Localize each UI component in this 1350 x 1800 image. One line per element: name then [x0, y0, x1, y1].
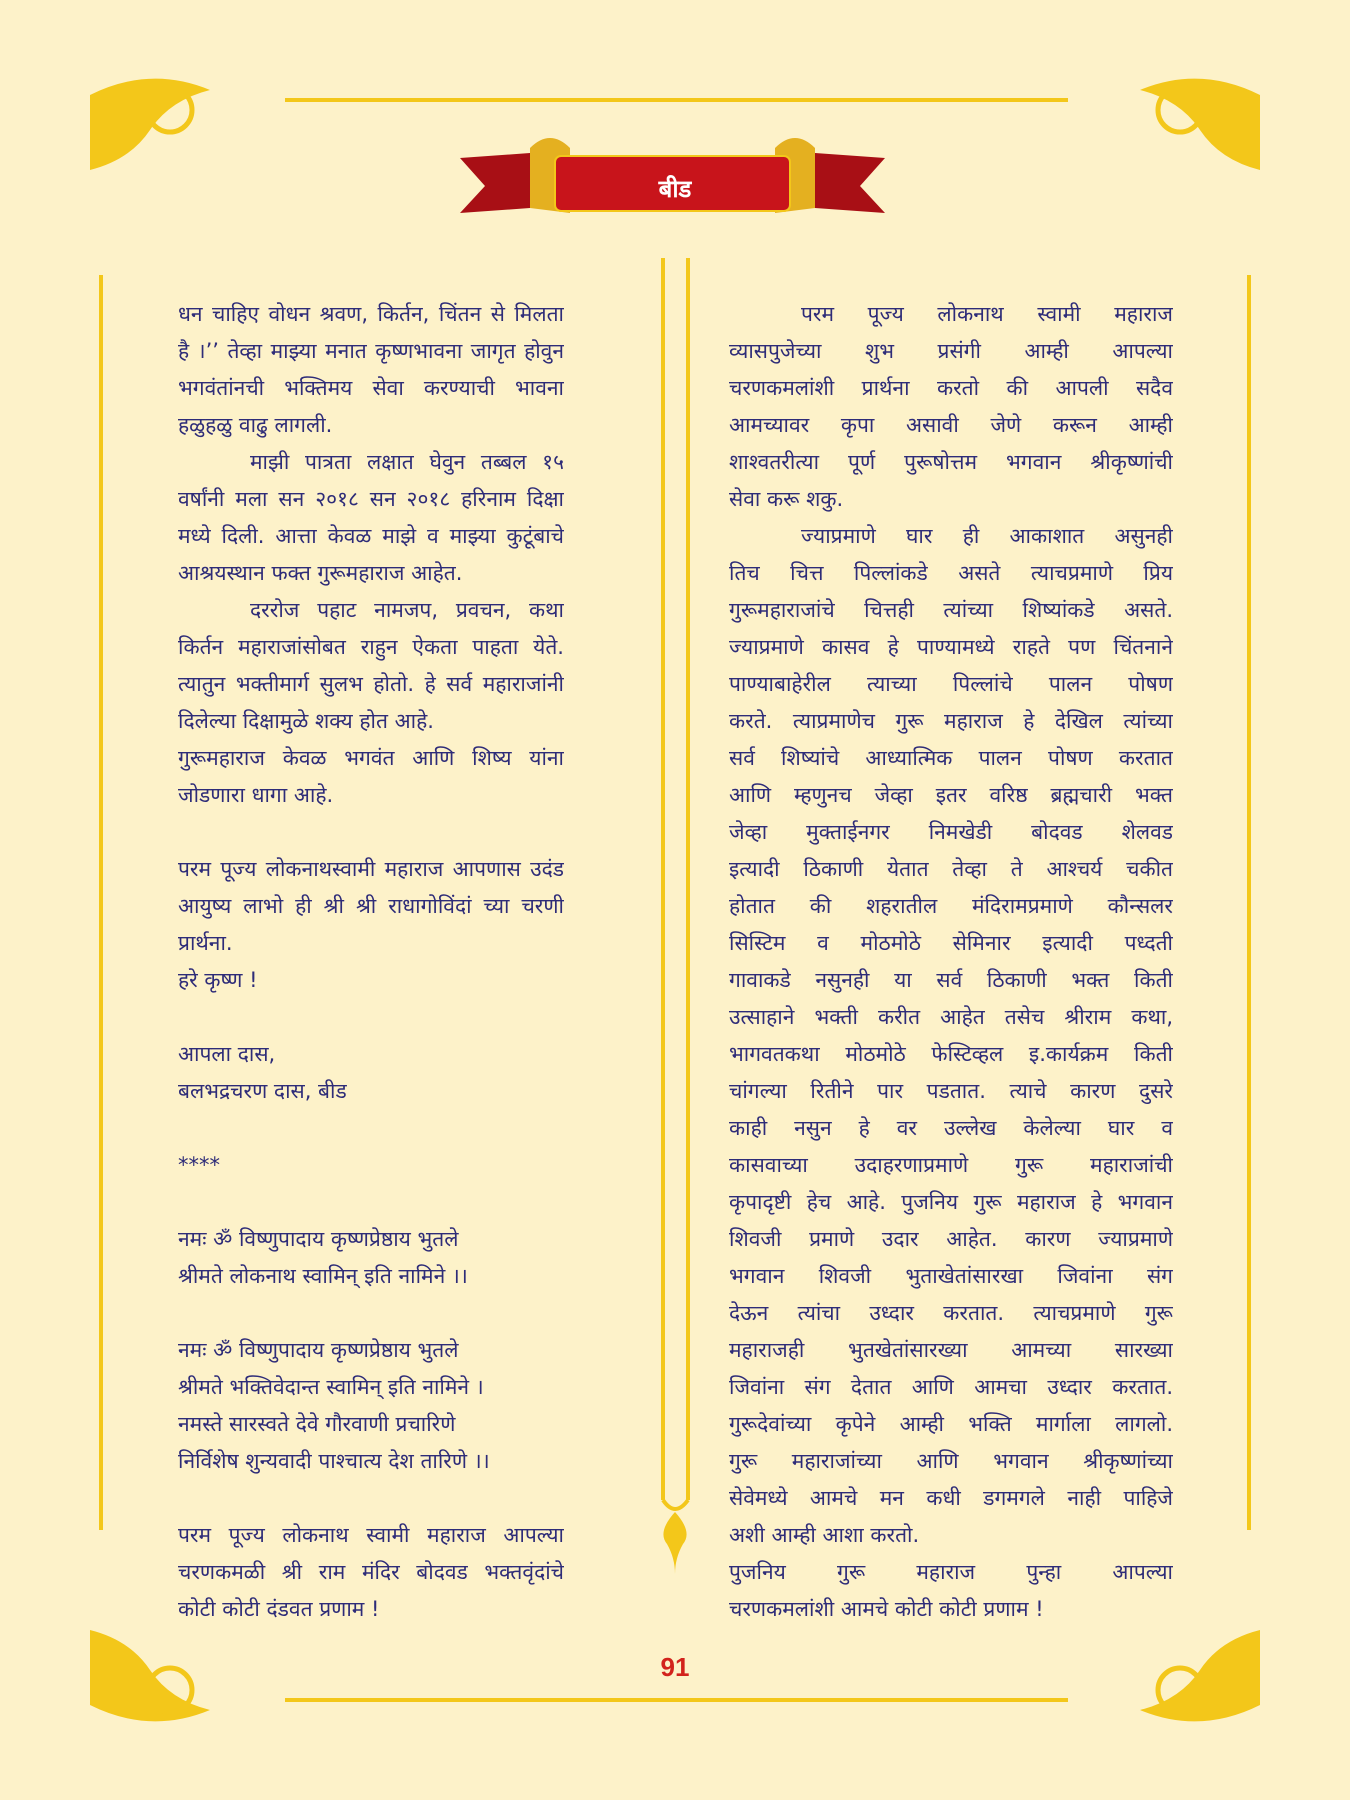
blank-line: [178, 999, 564, 1036]
text-line: श्रीमते भक्तिवेदान्त स्वामिन् इति नामिने ।: [178, 1375, 484, 1399]
text-line: कोटी कोटी दंडवत प्रणाम !: [178, 1597, 380, 1621]
text-line: आमच्यावर कृपा असावी जेणे करून आम्ही: [729, 413, 1173, 437]
text-line: जेव्हा मुक्ताईनगर निमखेडी बोदवड शेलवड: [729, 820, 1173, 844]
text-line: गुरू महाराजांच्या आणि भगवान श्रीकृष्णांच्या: [729, 1449, 1173, 1473]
text-line: सिस्टिम व मोठमोठे सेमिनार इत्यादी पध्दती: [729, 931, 1173, 955]
text-line: होतात की शहरातील मंदिरामप्रमाणे कौन्सलर: [729, 894, 1173, 918]
text-line: पाण्याबाहेरील त्याच्या पिल्लांचे पालन पोषण: [729, 672, 1173, 696]
text-line: गावाकडे नसुनही या सर्व ठिकाणी भक्त किती: [729, 968, 1173, 992]
blank-line: [178, 1295, 564, 1332]
text-line: वर्षांनी मला सन २०१८ सन २०१८ हरिनाम दिक्षा: [178, 487, 564, 511]
paragraph: [178, 1517, 564, 1628]
text-line: आयुष्य लाभो ही श्री श्री राधागोविंदां च्या चरणी: [178, 894, 564, 918]
blank-line: [178, 1480, 564, 1517]
blank-line: [178, 814, 564, 851]
text-line: त्यातुन भक्तीमार्ग सुलभ होतो. हे सर्व महाराजांनी: [178, 672, 564, 696]
left-column: [178, 296, 564, 1628]
paragraph: [178, 1332, 564, 1369]
center-divider: [663, 258, 688, 1509]
text-line: आश्रयस्थान फक्त गुरूमहाराज आहेत.: [178, 561, 463, 585]
text-line: हळुहळु वाढु लागली.: [178, 413, 333, 437]
text-line: कासवाच्या उदाहरणाप्रमाणे गुरू महाराजांची: [729, 1153, 1173, 1177]
section-title: बीड: [658, 175, 692, 203]
text-line: नमस्ते सारस्वते देवे गौरवाणी प्रचारिणे: [178, 1412, 456, 1436]
text-line: ज्याप्रमाणे घार ही आकाशात असुनही: [801, 524, 1173, 548]
text-line: काही नसुन हे वर उल्लेख केलेल्या घार व: [729, 1116, 1173, 1140]
blank-line: [178, 1110, 564, 1147]
text-line: ज्याप्रमाणे कासव हे पाण्यामध्ये राहते पण चिंतनाने: [729, 635, 1173, 659]
text-line: शाश्वतरीत्या पूर्ण पुरूषोत्तम भगवान श्रीकृष्णांची: [729, 450, 1173, 474]
text-line: सेवेमध्ये आमचे मन कधी डगमगले नाही पाहिजे: [729, 1486, 1173, 1510]
text-line: माझी पात्रता लक्षात घेवुन तब्बल १५: [250, 450, 564, 474]
text-line: तिच चित्त पिल्लांकडे असते त्याचप्रमाणे प्रिय: [729, 561, 1173, 585]
paragraph: [178, 1258, 564, 1295]
paragraph: [729, 1554, 1173, 1628]
blank-line: [178, 1184, 564, 1221]
text-line: ****: [178, 1153, 220, 1177]
text-line: सेवा करू शकु.: [729, 487, 844, 511]
text-line: परम पूज्य लोकनाथ स्वामी महाराज: [801, 302, 1173, 326]
divider-drop-icon: [663, 1512, 686, 1574]
text-line: किर्तन महाराजांसोबत राहुन ऐकता पाहता येते.: [178, 635, 564, 659]
paragraph: [178, 1147, 564, 1184]
text-line: परम पूज्य लोकनाथस्वामी महाराज आपणास उदंड: [178, 857, 564, 881]
text-line: परम पूज्य लोकनाथ स्वामी महाराज आपल्या: [178, 1523, 564, 1547]
text-line: नमः ॐ विष्णुपादाय कृष्णप्रेष्ठाय भुतले: [178, 1227, 459, 1251]
text-line: इत्यादी ठिकाणी येतात तेव्हा ते आश्चर्य चकीत: [729, 857, 1173, 881]
text-line: भागवतकथा मोठमोठे फेस्टिव्हल इ.कार्यक्रम किती: [729, 1042, 1173, 1066]
text-line: कृपादृष्टी हेच आहे. पुजनिय गुरू महाराज हे भगवान: [729, 1190, 1173, 1214]
paragraph: [178, 962, 564, 999]
text-line: निर्विशेष शुन्यवादी पाश्चात्य देश तारिणे ।।: [178, 1449, 490, 1473]
paragraph: [178, 740, 564, 814]
paragraph: [178, 1443, 564, 1480]
text-line: जोडणारा धागा आहे.: [178, 783, 334, 807]
paragraph: [178, 592, 564, 740]
right-column: [729, 296, 1173, 1628]
text-line: उत्साहाने भक्ती करीत आहेत तसेच श्रीराम कथा,: [729, 1005, 1173, 1029]
text-line: भगवान शिवजी भुताखेतांसारखा जिवांना संग: [729, 1264, 1173, 1288]
text-line: आणि म्हणुनच जेव्हा इतर वरिष्ठ ब्रह्मचारी भक्त: [729, 783, 1173, 807]
text-line: दररोज पहाट नामजप, प्रवचन, कथा: [250, 598, 564, 622]
paragraph: [729, 296, 1173, 518]
text-line: करते. त्याप्रमाणेच गुरू महाराज हे देखिल त्यांच्या: [729, 709, 1173, 733]
text-line: जिवांना संग देतात आणि आमचा उध्दार करतात.: [729, 1375, 1173, 1399]
text-line: गुरूमहाराज केवळ भगवंत आणि शिष्य यांना: [178, 746, 564, 770]
text-line: प्रार्थना.: [178, 931, 233, 955]
text-line: आपला दास,: [178, 1042, 276, 1066]
text-line: देऊन त्यांचा उध्दार करतात. त्याचप्रमाणे गुरू: [729, 1301, 1173, 1325]
paragraph: [178, 851, 564, 962]
paragraph: [178, 296, 564, 444]
text-line: पुजनिय गुरू महाराज पुन्हा आपल्या: [729, 1560, 1173, 1584]
paragraph: [178, 1073, 564, 1110]
paragraph: [178, 1406, 564, 1443]
text-line: नमः ॐ विष्णुपादाय कृष्णप्रेष्ठाय भुतले: [178, 1338, 459, 1362]
text-line: व्यासपुजेच्या शुभ प्रसंगी आम्ही आपल्या: [729, 339, 1173, 363]
paragraph: [178, 444, 564, 592]
text-line: शिवजी प्रमाणे उदार आहेत. कारण ज्याप्रमाणे: [729, 1227, 1173, 1251]
text-line: महाराजही भुतखेतांसारख्या आमच्या सारख्या: [729, 1338, 1173, 1362]
text-line: श्रीमते लोकनाथ स्वामिन् इति नामिने ।।: [178, 1264, 468, 1288]
text-line: बलभद्रचरण दास, बीड: [178, 1079, 347, 1103]
page-number: 91: [660, 1652, 690, 1682]
text-line: सर्व शिष्यांचे आध्यात्मिक पालन पोषण करतात: [729, 746, 1173, 770]
text-line: चरणकमलांशी प्रार्थना करतो की आपली सदैव: [729, 376, 1173, 400]
text-line: हरे कृष्ण !: [178, 968, 258, 992]
paragraph: [178, 1221, 564, 1258]
paragraph: [178, 1036, 564, 1073]
text-line: चरणकमलांशी आमचे कोटी कोटी प्रणाम !: [729, 1597, 1044, 1621]
paragraph: [178, 1369, 564, 1406]
text-line: भगवंतांनची भक्तिमय सेवा करण्याची भावना: [178, 376, 564, 400]
text-line: धन चाहिए वोधन श्रवण, किर्तन, चिंतन से मिलता: [178, 302, 564, 326]
text-line: चरणकमळी श्री राम मंदिर बोदवड भक्तवृंदांचे: [178, 1560, 564, 1584]
text-line: चांगल्या रितीने पार पडतात. त्याचे कारण दुसरे: [729, 1079, 1173, 1103]
text-line: गुरूदेवांच्या कृपेने आम्ही भक्ति मार्गाला लागलो.: [729, 1412, 1173, 1436]
paragraph: [729, 518, 1173, 1554]
text-line: दिलेल्या दिक्षामुळे शक्य होत आहे.: [178, 709, 434, 733]
text-line: मध्ये दिली. आत्ता केवळ माझे व माझ्या कुटूंबाचे: [178, 524, 564, 548]
text-line: गुरूमहाराजांचे चित्तही त्यांच्या शिष्यांकडे असते.: [729, 598, 1173, 622]
text-line: है ।’’ तेव्हा माझ्या मनात कृष्णभावना जागृत होवुन: [178, 339, 564, 363]
text-line: अशी आम्ही आशा करतो.: [729, 1523, 920, 1547]
